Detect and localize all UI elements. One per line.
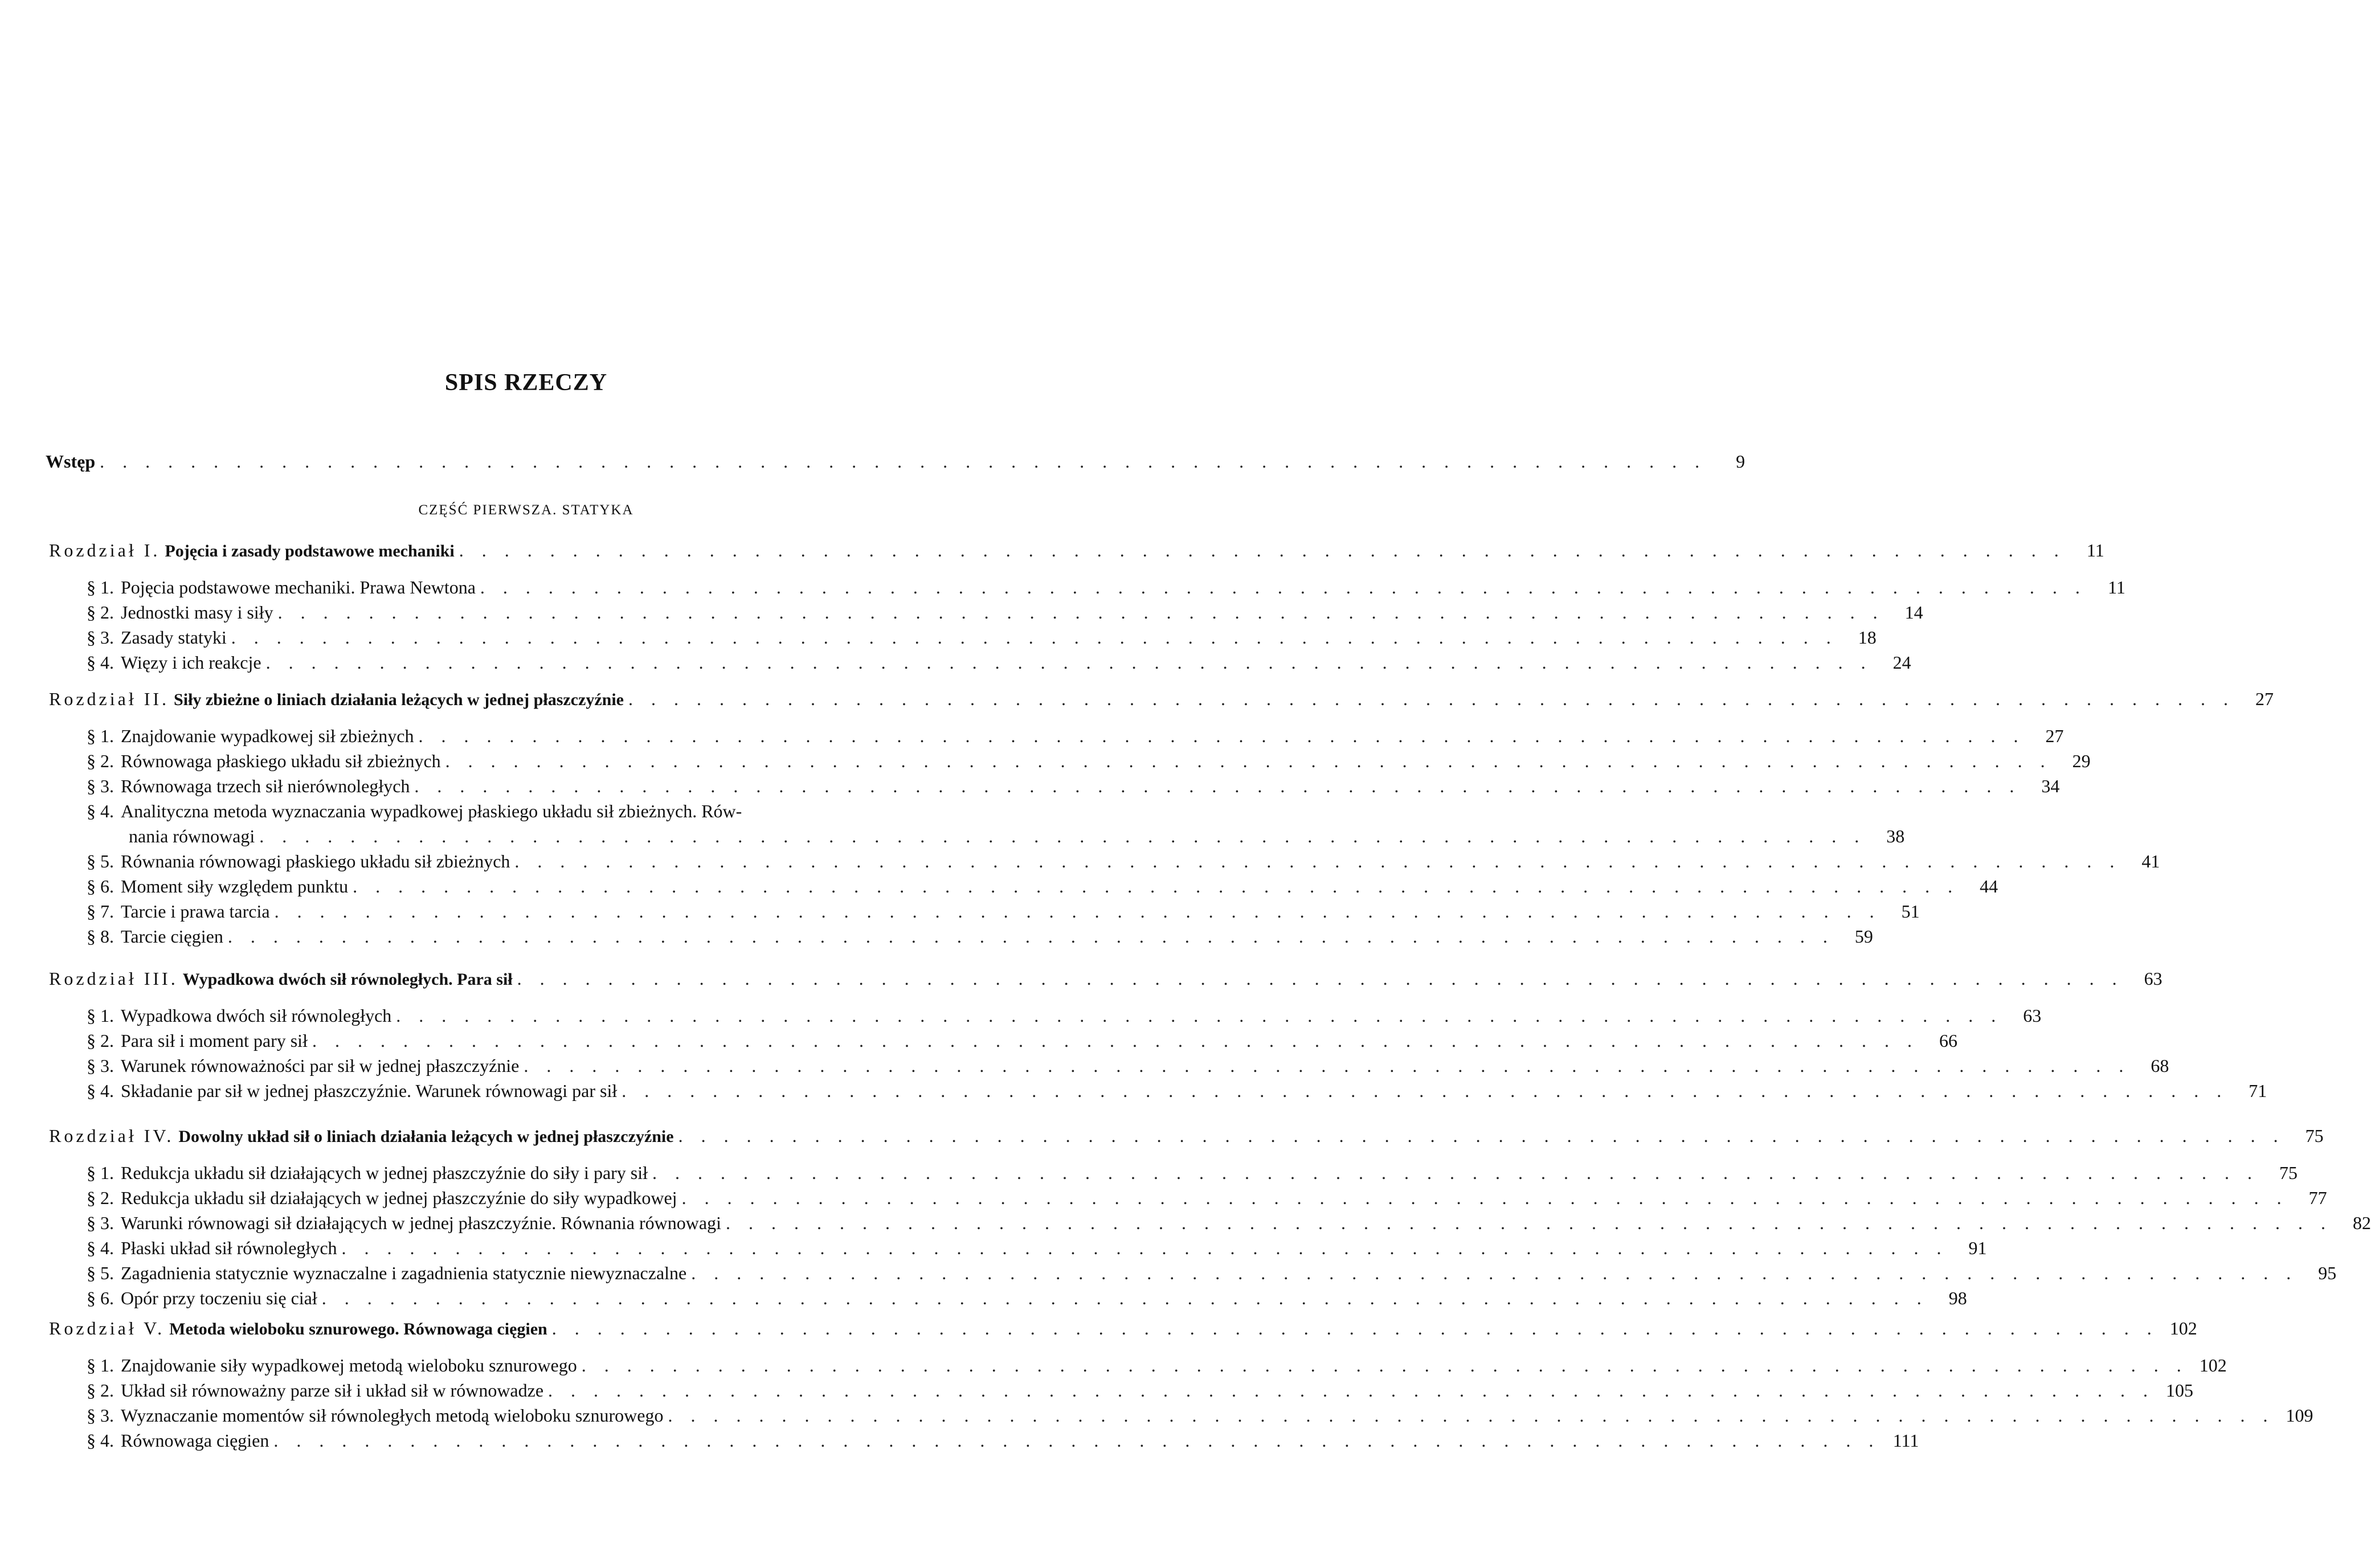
section-heading bbox=[87, 1379, 543, 1402]
section-number: § 7. bbox=[87, 901, 114, 922]
page-number: 14 bbox=[1904, 602, 1923, 623]
dot-leader: . . . . . . . . . . . . . . . . . . . . . . . . . . . . . . . . . . . . . . . . . . . . . . . . . . . . . . . . . . . . . . . . . . . . . . . bbox=[548, 1380, 2155, 1401]
chapter-label: Rozdział III. bbox=[49, 968, 178, 989]
page-number: 24 bbox=[1892, 652, 1911, 673]
section-title: Warunki równowagi sił działających w jednej płaszczyźnie. Równania równowagi bbox=[121, 1213, 721, 1233]
section-heading bbox=[87, 1186, 677, 1209]
chapter-title: Siły zbieżne o liniach działania leżących w jednej płaszczyźnie bbox=[174, 690, 624, 709]
dot-leader: . . . . . . . . . . . . . . . . . . . . . . . . . . . . . . . . . . . . . . . . . . . . . . . . . . . . . . . . . . . . . . . . . . . . . . . bbox=[459, 540, 2066, 560]
toc-entry-section bbox=[87, 651, 1911, 674]
section-title-line bbox=[87, 800, 742, 822]
page-number: 11 bbox=[2108, 577, 2125, 597]
page-number: 38 bbox=[1886, 826, 1905, 846]
section-title: Więzy i ich reakcje bbox=[121, 652, 261, 673]
section-title: Warunek równoważności par sił w jednej płaszczyźnie bbox=[121, 1055, 520, 1076]
chapter-title: Pojęcia i zasady podstawowe mechaniki bbox=[165, 542, 455, 560]
section-title: Równania równowagi płaskiego układu sił zbieżnych bbox=[121, 851, 510, 871]
dot-leader: . . . . . . . . . . . . . . . . . . . . . . . . . . . . . . . . . . . . . . . . . . . . . . . . . . . . . . . . . . . . . . . . . . . . . . . bbox=[581, 1355, 2188, 1375]
toc-entry-intro bbox=[46, 450, 1745, 473]
page-number: 91 bbox=[1968, 1238, 1987, 1258]
toc-entry-section bbox=[87, 1354, 2227, 1377]
intro-label: Wstęp bbox=[46, 451, 96, 472]
page-number: 27 bbox=[2255, 689, 2274, 709]
section-heading bbox=[87, 651, 261, 674]
section-title: Zagadnienia statycznie wyznaczalne i zagadnienia statycznie niewyznaczalne bbox=[121, 1263, 687, 1283]
section-number: § 2. bbox=[87, 1030, 114, 1051]
dot-leader: . . . . . . . . . . . . . . . . . . . . . . . . . . . . . . . . . . . . . . . . . . . . . . . . . . . . . . . . . . . . . . . . . . . . . . . bbox=[341, 1238, 1948, 1258]
toc-entry-chapter bbox=[49, 1124, 2324, 1148]
section-number: § 2. bbox=[87, 1380, 114, 1401]
dot-leader: . . . . . . . . . . . . . . . . . . . . . . . . . . . . . . . . . . . . . . . . . . . . . . . . . . . . . . . . . . . . . . . . . . . . . . . bbox=[265, 652, 1873, 673]
chapter-label: Rozdział II. bbox=[49, 689, 170, 709]
section-number: § 1. bbox=[87, 1005, 114, 1026]
section-heading bbox=[87, 1404, 663, 1427]
toc-entry-section bbox=[87, 1029, 1957, 1052]
section-title: Znajdowanie wypadkowej sił zbieżnych bbox=[121, 726, 414, 746]
section-title: Jednostki masy i siły bbox=[121, 602, 273, 623]
dot-leader: . . . . . . . . . . . . . . . . . . . . . . . . . . . . . . . . . . . . . . . . . . . . . . . . . . . . . . . . . . . . . . . . . . . . . . . bbox=[414, 776, 2021, 796]
section-heading bbox=[87, 775, 410, 797]
section-heading bbox=[87, 724, 414, 747]
page-number: 109 bbox=[2286, 1405, 2313, 1426]
dot-leader: . . . . . . . . . . . . . . . . . . . . . . . . . . . . . . . . . . . . . . . . . . . . . . . . . . . . . . . . . . . . . . . . . . . . . . . bbox=[691, 1263, 2298, 1283]
section-title: Para sił i moment pary sił bbox=[121, 1030, 308, 1051]
chapter-label: Rozdział V. bbox=[49, 1318, 165, 1338]
section-number: § 6. bbox=[87, 1288, 114, 1308]
page-number: 63 bbox=[2144, 968, 2162, 989]
page-number: 11 bbox=[2086, 540, 2104, 560]
section-title: Układ sił równoważny parze sił i układ sił w równowadze bbox=[121, 1380, 544, 1401]
chapter-heading bbox=[49, 539, 455, 563]
section-heading bbox=[87, 1237, 337, 1259]
page-number: 105 bbox=[2166, 1380, 2194, 1401]
toc-entry-section bbox=[87, 1161, 2298, 1184]
section-number: § 3. bbox=[87, 1055, 114, 1076]
section-heading bbox=[87, 925, 223, 948]
section-heading bbox=[87, 1287, 317, 1309]
page-number: 63 bbox=[2023, 1005, 2042, 1026]
page-number: 71 bbox=[2249, 1080, 2267, 1101]
section-title: Wyznaczanie momentów sił równoległych metodą wieloboku sznurowego bbox=[121, 1405, 664, 1426]
dot-leader: . . . . . . . . . . . . . . . . . . . . . . . . . . . . . . . . . . . . . . . . . . . . . . . . . . . . . . . . . . . . . . . . . . . . . . . bbox=[628, 689, 2235, 709]
toc-entry-chapter bbox=[49, 539, 2104, 563]
toc-entry-section bbox=[87, 1004, 2042, 1027]
section-heading bbox=[87, 750, 441, 772]
page-number: 51 bbox=[1901, 901, 1920, 922]
toc-entry-section bbox=[87, 875, 1998, 898]
section-number: § 3. bbox=[87, 1213, 114, 1233]
page-number: 9 bbox=[1736, 451, 1745, 472]
chapter-title: Metoda wieloboku sznurowego. Równowaga cięgien bbox=[169, 1320, 547, 1338]
chapter-heading bbox=[49, 967, 513, 991]
part-heading: CZĘŚĆ PIERWSZA. STATYKA bbox=[418, 502, 634, 518]
dot-leader: . . . . . . . . . . . . . . . . . . . . . . . . . . . . . . . . . . . . . . . . . . . . . . . . . . . . . . . . . . . . . . . . . . . . . . . bbox=[273, 1430, 1881, 1451]
section-number: § 4. bbox=[87, 1430, 114, 1451]
dot-leader: . . . . . . . . . . . . . . . . . . . . . . . . . . . . . . . . . . . . . . . . . . . . . . . . . . . . . . . . . . . . . . . . . . . . . . . bbox=[524, 1055, 2131, 1076]
page-number: 98 bbox=[1948, 1288, 1967, 1308]
dot-leader: . . . . . . . . . . . . . . . . . . . . . . . . . . . . . . . . . . . . . . . . . . . . . . . . . . . . . . . . . . . . . . . . . . . . . . . bbox=[259, 826, 1866, 846]
chapter-heading bbox=[49, 1124, 674, 1148]
section-title: Zasady statyki bbox=[121, 627, 227, 648]
section-heading bbox=[87, 1161, 648, 1184]
page-number: 66 bbox=[1939, 1030, 1957, 1051]
toc-entry-section bbox=[87, 1287, 1967, 1309]
page-number: 34 bbox=[2041, 776, 2060, 796]
dot-leader: . . . . . . . . . . . . . . . . . . . . . . . . . . . . . . . . . . . . . . . . . . . . . . . . . . . . . . . . . . . . . . . . . . . . . . . bbox=[514, 851, 2121, 871]
chapter-label: Rozdział IV. bbox=[49, 1125, 174, 1146]
toc-entry-section bbox=[87, 1262, 2337, 1284]
section-number: § 2. bbox=[87, 602, 114, 623]
page-number: 18 bbox=[1858, 627, 1877, 648]
section-heading bbox=[87, 626, 227, 649]
section-number: § 4. bbox=[87, 1080, 114, 1101]
section-number: § 5. bbox=[87, 1263, 114, 1283]
section-number: § 2. bbox=[87, 751, 114, 771]
section-number: § 3. bbox=[87, 1405, 114, 1426]
section-title: Równowaga cięgien bbox=[121, 1430, 269, 1451]
dot-leader: . . . . . . . . . . . . . . . . . . . . . . . . . . . . . . . . . . . . . . . . . . . . . . . . . . . . . . . . . . . . . . . . . . . . . . . bbox=[277, 602, 1884, 623]
toc-entry-section bbox=[87, 750, 2091, 772]
section-number: § 1. bbox=[87, 726, 114, 746]
page-number: 111 bbox=[1892, 1430, 1919, 1451]
toc-entry-section bbox=[87, 1079, 2267, 1102]
page-number: 75 bbox=[2279, 1162, 2298, 1183]
dot-leader: . . . . . . . . . . . . . . . . . . . . . . . . . . . . . . . . . . . . . . . . . . . . . . . . . . . . . . . . . . . . . . . . . . . . . . . bbox=[551, 1318, 2159, 1338]
section-title-continuation: nania równowagi bbox=[129, 826, 255, 846]
section-heading bbox=[87, 1262, 686, 1284]
dot-leader: . . . . . . . . . . . . . . . . . . . . . . . . . . . . . . . . . . . . . . . . . . . . . . . . . . . . . . . . . . . . . . . . . . . . . . . bbox=[681, 1188, 2288, 1208]
toc-entry-section bbox=[87, 1186, 2327, 1209]
section-title: Opór przy toczeniu się ciał bbox=[121, 1288, 317, 1308]
dot-leader: . . . . . . . . . . . . . . . . . . . . . . . . . . . . . . . . . . . . . . . . . . . . . . . . . . . . . . . . . . . . . . . . . . . . . . . bbox=[231, 627, 1838, 648]
dot-leader: . . . . . . . . . . . . . . . . . . . . . . . . . . . . . . . . . . . . . . . . . . . . . . . . . . . . . . . . . . . . . . . . . . . . . . . bbox=[517, 968, 2124, 989]
section-title: Moment siły względem punktu bbox=[121, 876, 349, 896]
section-number: § 4. bbox=[87, 801, 114, 821]
page-title: SPIS RZECZY bbox=[444, 370, 608, 396]
section-heading bbox=[87, 1054, 519, 1077]
section-title: Pojęcia podstawowe mechaniki. Prawa Newtona bbox=[121, 577, 476, 597]
section-heading bbox=[87, 1354, 577, 1377]
page-number: 44 bbox=[1980, 876, 1998, 896]
section-heading bbox=[87, 900, 270, 923]
section-title: Redukcja układu sił działających w jednej płaszczyźnie do siły i pary sił bbox=[121, 1162, 648, 1183]
toc-entry-section bbox=[87, 1237, 1987, 1259]
section-number: § 1. bbox=[87, 577, 114, 597]
section-number: § 6. bbox=[87, 876, 114, 896]
toc-entry-section bbox=[87, 1429, 1919, 1452]
dot-leader: . . . . . . . . . . . . . . . . . . . . . . . . . . . . . . . . . . . . . . . . . . . . . . . . . . . . . . . . . . . . . . . . . . . . . . . bbox=[480, 577, 2087, 597]
dot-leader: . . . . . . . . . . . . . . . . . . . . . . . . . . . . . . . . . . . . . . . . . . . . . . . . . . . . . . . . . . . . . . . . . . . . . . . bbox=[622, 1080, 2229, 1101]
section-title: Analityczna metoda wyznaczania wypadkowej płaskiego układu sił zbieżnych. Rów- bbox=[121, 801, 742, 821]
section-number: § 4. bbox=[87, 1238, 114, 1258]
page-number: 77 bbox=[2308, 1188, 2327, 1208]
dot-leader: . . . . . . . . . . . . . . . . . . . . . . . . . . . . . . . . . . . . . . . . . . . . . . . . . . . . . . . . . . . . . . . . . . . . . . . bbox=[353, 876, 1960, 896]
section-number: § 1. bbox=[87, 1355, 114, 1375]
section-title: Tarcie i prawa tarcia bbox=[121, 901, 270, 922]
section-title: Wypadkowa dwóch sił równoległych bbox=[121, 1005, 392, 1026]
toc-entry-section bbox=[87, 775, 2060, 797]
dot-leader: . . . . . . . . . . . . . . . . . . . . . . . . . . . . . . . . . . . . . . . . . . . . . . . . . . . . . . . . . . . . . . . . . . . . . . . bbox=[725, 1213, 2332, 1233]
section-heading bbox=[87, 850, 510, 873]
section-heading bbox=[87, 601, 273, 624]
section-title: Równowaga trzech sił nierównoległych bbox=[121, 776, 410, 796]
dot-leader: . . . . . . . . . . . . . . . . . . . . . . . . . . . . . . . . . . . . . . . . . . . . . . . . . . . . . . . . . . . . . . . . . . . . . . . bbox=[274, 901, 1881, 922]
dot-leader: . . . . . . . . . . . . . . . . . . . . . . . . . . . . . . . . . . . . . . . . . . . . . . . . . . . . . . . . . . . . . . . . . . . . . . . bbox=[100, 451, 1707, 472]
toc-entry-section bbox=[129, 825, 1905, 848]
page-number: 27 bbox=[2045, 726, 2064, 746]
section-number: § 1. bbox=[87, 1162, 114, 1183]
chapter-heading bbox=[49, 687, 624, 711]
section-title: Redukcja układu sił działających w jednej płaszczyźnie do siły wypadkowej bbox=[121, 1188, 677, 1208]
section-title: Płaski układ sił równoległych bbox=[121, 1238, 337, 1258]
dot-leader: . . . . . . . . . . . . . . . . . . . . . . . . . . . . . . . . . . . . . . . . . . . . . . . . . . . . . . . . . . . . . . . . . . . . . . . bbox=[321, 1288, 1928, 1308]
section-title: Znajdowanie siły wypadkowej metodą wieloboku sznurowego bbox=[121, 1355, 577, 1375]
page-number: 29 bbox=[2072, 751, 2091, 771]
section-number: § 3. bbox=[87, 776, 114, 796]
toc-entry-section bbox=[87, 724, 2064, 747]
toc-entry-chapter bbox=[49, 1317, 2197, 1341]
toc-entry-section bbox=[87, 1054, 2169, 1077]
section-title: Równowaga płaskiego układu sił zbieżnych bbox=[121, 751, 441, 771]
chapter-label: Rozdział I. bbox=[49, 540, 161, 560]
section-heading bbox=[87, 1004, 391, 1027]
section-heading bbox=[87, 1079, 617, 1102]
toc-entry-section bbox=[87, 626, 1877, 649]
section-heading bbox=[87, 1429, 269, 1452]
dot-leader: . . . . . . . . . . . . . . . . . . . . . . . . . . . . . . . . . . . . . . . . . . . . . . . . . . . . . . . . . . . . . . . . . . . . . . . bbox=[396, 1005, 2003, 1026]
toc-entry-section bbox=[87, 925, 1873, 948]
dot-leader: . . . . . . . . . . . . . . . . . . . . . . . . . . . . . . . . . . . . . . . . . . . . . . . . . . . . . . . . . . . . . . . . . . . . . . . bbox=[227, 926, 1834, 947]
page-number: 68 bbox=[2151, 1055, 2169, 1076]
toc-entry-section bbox=[87, 1379, 2194, 1402]
toc-entry-chapter bbox=[49, 967, 2162, 991]
section-number: § 8. bbox=[87, 926, 114, 947]
toc-entry-section bbox=[87, 850, 2160, 873]
toc-entry-section bbox=[87, 900, 1920, 923]
section-number: § 5. bbox=[87, 851, 114, 871]
section-heading bbox=[87, 875, 348, 898]
section-title: Składanie par sił w jednej płaszczyźnie. Warunek równowagi par sił bbox=[121, 1080, 618, 1101]
page-number: 102 bbox=[2169, 1318, 2197, 1338]
toc-entry-section bbox=[87, 601, 1923, 624]
chapter-heading bbox=[49, 1317, 547, 1341]
chapter-title: Dowolny układ sił o liniach działania leżących w jednej płaszczyźnie bbox=[178, 1127, 674, 1146]
section-title: Tarcie cięgien bbox=[121, 926, 223, 947]
dot-leader: . . . . . . . . . . . . . . . . . . . . . . . . . . . . . . . . . . . . . . . . . . . . . . . . . . . . . . . . . . . . . . . . . . . . . . . bbox=[445, 751, 2052, 771]
page-number: 59 bbox=[1854, 926, 1873, 947]
chapter-title: Wypadkowa dwóch sił równoległych. Para sił bbox=[182, 970, 513, 989]
dot-leader: . . . . . . . . . . . . . . . . . . . . . . . . . . . . . . . . . . . . . . . . . . . . . . . . . . . . . . . . . . . . . . . . . . . . . . . bbox=[312, 1030, 1919, 1051]
toc-entry-section bbox=[87, 1404, 2313, 1427]
dot-leader: . . . . . . . . . . . . . . . . . . . . . . . . . . . . . . . . . . . . . . . . . . . . . . . . . . . . . . . . . . . . . . . . . . . . . . . bbox=[418, 726, 2025, 746]
dot-leader: . . . . . . . . . . . . . . . . . . . . . . . . . . . . . . . . . . . . . . . . . . . . . . . . . . . . . . . . . . . . . . . . . . . . . . . bbox=[678, 1125, 2285, 1146]
toc-entry-chapter bbox=[49, 687, 2274, 711]
section-number: § 3. bbox=[87, 627, 114, 648]
page-number: 75 bbox=[2305, 1125, 2324, 1146]
section-number: § 4. bbox=[87, 652, 114, 673]
page-number: 41 bbox=[2141, 851, 2160, 871]
dot-leader: . . . . . . . . . . . . . . . . . . . . . . . . . . . . . . . . . . . . . . . . . . . . . . . . . . . . . . . . . . . . . . . . . . . . . . . bbox=[652, 1162, 2259, 1183]
dot-leader: . . . . . . . . . . . . . . . . . . . . . . . . . . . . . . . . . . . . . . . . . . . . . . . . . . . . . . . . . . . . . . . . . . . . . . . bbox=[668, 1405, 2275, 1426]
toc-entry-section bbox=[87, 1211, 2371, 1234]
section-heading bbox=[87, 1029, 308, 1052]
page-number: 102 bbox=[2199, 1355, 2227, 1375]
section-heading bbox=[87, 1211, 721, 1234]
toc-entry-section bbox=[87, 576, 2125, 599]
page-number: 82 bbox=[2352, 1213, 2371, 1233]
section-heading bbox=[87, 576, 476, 599]
section-number: § 2. bbox=[87, 1188, 114, 1208]
page-number: 95 bbox=[2318, 1263, 2337, 1283]
